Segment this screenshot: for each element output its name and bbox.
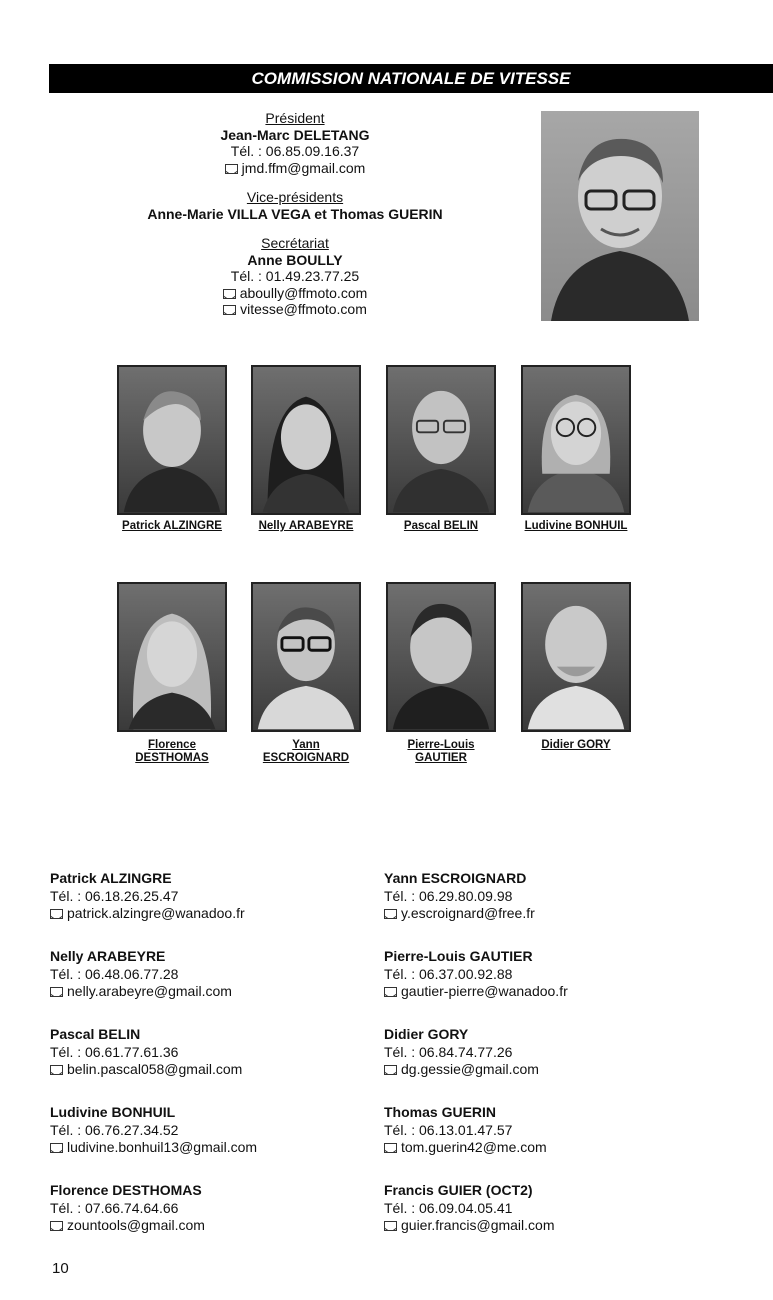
president-name: Jean-Marc DELETANG [220, 126, 370, 143]
contact-phone: Tél. : 06.09.04.05.41 [384, 1199, 513, 1216]
contact-email[interactable]: belin.pascal058@gmail.com [67, 1061, 243, 1077]
contact-phone: Tél. : 06.29.80.09.98 [384, 887, 513, 904]
member-photo [251, 582, 361, 732]
contact-phone: Tél. : 06.13.01.47.57 [384, 1121, 513, 1138]
contact-phone: Tél. : 06.48.06.77.28 [50, 965, 179, 982]
secretariat-phone: Tél. : 01.49.23.77.25 [230, 268, 360, 284]
secretariat-email-2[interactable]: vitesse@ffmoto.com [240, 301, 367, 317]
envelope-icon [384, 909, 397, 919]
president-phone: Tél. : 06.85.09.16.37 [230, 143, 360, 159]
member-caption: Pierre-Louis GAUTIER [407, 739, 475, 764]
contact-email[interactable]: ludivine.bonhuil13@gmail.com [67, 1139, 258, 1155]
contact-phone: Tél. : 06.76.27.34.52 [50, 1121, 179, 1138]
member-caption: Ludivine BONHUIL [524, 520, 628, 532]
member-photo [521, 582, 631, 732]
contact-email[interactable]: guier.francis@gmail.com [401, 1217, 555, 1233]
vice-names: Anne-Marie VILLA VEGA et Thomas GUERIN [147, 205, 443, 222]
contact-email[interactable]: zountools@gmail.com [67, 1217, 205, 1233]
contact-email[interactable]: gautier-pierre@wanadoo.fr [401, 983, 568, 999]
secretariat-name: Anne BOULLY [247, 251, 343, 268]
contact-name: Francis GUIER (OCT2) [384, 1182, 533, 1198]
contact-name: Florence DESTHOMAS [50, 1182, 202, 1198]
president-email-line [120, 160, 470, 177]
contact-name: Didier GORY [384, 1026, 469, 1042]
secretariat-email-line-2 [120, 301, 470, 318]
contact-phone: Tél. : 07.66.74.64.66 [50, 1199, 179, 1216]
member-photo [386, 365, 496, 515]
contact-entry [384, 1104, 568, 1182]
contact-entry [50, 1026, 257, 1104]
contact-email[interactable]: y.escroignard@free.fr [401, 905, 535, 921]
member-photo [117, 365, 227, 515]
contact-phone: Tél. : 06.37.00.92.88 [384, 965, 513, 982]
contact-name: Patrick ALZINGRE [50, 870, 172, 886]
member-caption: Florence DESTHOMAS [135, 739, 209, 764]
member-photo [386, 582, 496, 732]
contact-name: Ludivine BONHUIL [50, 1104, 176, 1120]
envelope-icon [384, 1065, 397, 1075]
president-email[interactable]: jmd.ffm@gmail.com [241, 159, 366, 176]
contact-name: Nelly ARABEYRE [50, 948, 166, 964]
contact-entry [384, 948, 568, 1026]
contact-email[interactable]: patrick.alzingre@wanadoo.fr [67, 905, 245, 921]
contact-phone: Tél. : 06.18.26.25.47 [50, 887, 179, 904]
contact-entry [50, 870, 257, 948]
board-block [120, 110, 470, 318]
envelope-icon [50, 1065, 63, 1075]
contact-entry [50, 948, 257, 1026]
contact-email[interactable]: nelly.arabeyre@gmail.com [67, 983, 232, 999]
section-title-banner [49, 64, 773, 93]
contact-name: Pierre-Louis GAUTIER [384, 948, 533, 964]
contact-entry [384, 1026, 568, 1104]
contact-phone: Tél. : 06.61.77.61.36 [50, 1043, 179, 1060]
contact-name: Yann ESCROIGNARD [384, 870, 527, 886]
member-caption: Didier GORY [541, 739, 611, 751]
contacts-right-column [384, 870, 568, 1260]
member-caption: Yann ESCROIGNARD [262, 739, 350, 764]
envelope-icon [50, 1221, 63, 1231]
contact-entry [50, 1104, 257, 1182]
contact-email[interactable]: tom.guerin42@me.com [401, 1139, 547, 1155]
portrait-silhouette [541, 111, 699, 321]
page-number: 10 [52, 1260, 69, 1277]
member-photo [521, 365, 631, 515]
member-caption: Patrick ALZINGRE [122, 520, 222, 532]
contact-entry [50, 1182, 257, 1260]
secretariat-email-line-1 [120, 285, 470, 302]
envelope-icon [384, 1221, 397, 1231]
contacts-left-column [50, 870, 257, 1260]
member-photo [251, 365, 361, 515]
member-caption: Nelly ARABEYRE [258, 520, 354, 532]
secretariat-role: Secrétariat [261, 235, 329, 251]
secretariat-email-1[interactable]: aboully@ffmoto.com [239, 284, 368, 301]
envelope-icon [223, 289, 236, 299]
member-photo [117, 582, 227, 732]
section-title: COMMISSION NATIONALE DE VITESSE [251, 69, 571, 88]
contact-entry [384, 1182, 568, 1260]
vice-role: Vice-présidents [246, 189, 344, 205]
contact-email[interactable]: dg.gessie@gmail.com [401, 1061, 539, 1077]
contact-name: Thomas GUERIN [384, 1104, 497, 1120]
contact-name: Pascal BELIN [50, 1026, 141, 1042]
envelope-icon [50, 1143, 63, 1153]
envelope-icon [225, 164, 238, 174]
envelope-icon [384, 1143, 397, 1153]
president-portrait [541, 111, 699, 321]
envelope-icon [50, 987, 63, 997]
member-caption: Pascal BELIN [403, 520, 479, 532]
envelope-icon [384, 987, 397, 997]
president-role: Président [265, 110, 325, 126]
envelope-icon [50, 909, 63, 919]
envelope-icon [223, 305, 236, 315]
contact-phone: Tél. : 06.84.74.77.26 [384, 1043, 513, 1060]
contact-entry [384, 870, 568, 948]
